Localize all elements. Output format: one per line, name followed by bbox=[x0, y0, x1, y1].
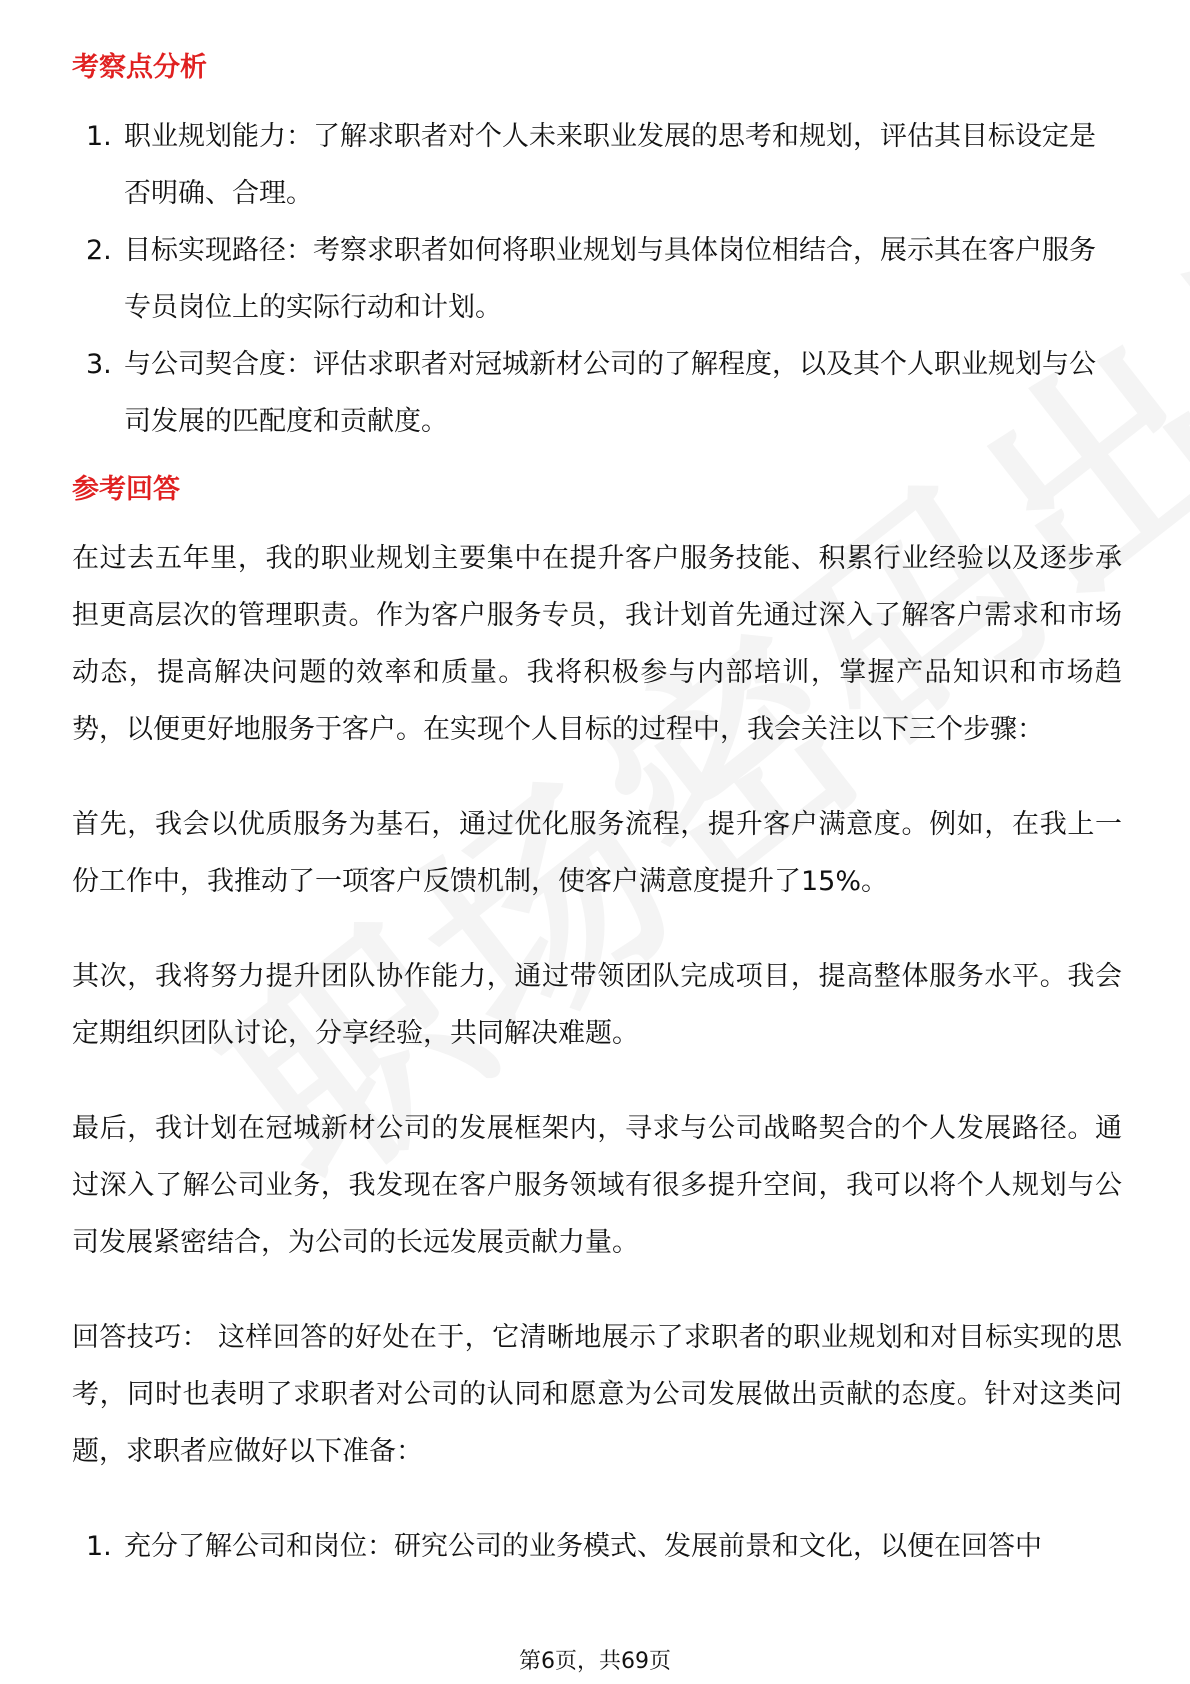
answer-paragraph: 首先，我会以优质服务为基石，通过优化服务流程，提升客户满意度。例如，在我上一份工作中，我推动了一项客户反馈机制，使客户满意度提升了15%。 bbox=[72, 809, 1122, 897]
list-item-number: 2. bbox=[86, 235, 112, 266]
section-heading-analysis: 考察点分析 bbox=[72, 52, 207, 83]
page-number: 第6页，共69页 bbox=[519, 1649, 671, 1674]
list-item bbox=[72, 1518, 1122, 1575]
list-item bbox=[72, 336, 1122, 450]
preparation-list bbox=[72, 1518, 1122, 1575]
list-item-text: 与公司契合度：评估求职者对冠城新材公司的了解程度，以及其个人职业规划与公司发展的匹配度和贡献度。 bbox=[124, 349, 1096, 437]
analysis-list bbox=[72, 108, 1122, 450]
answer-paragraph: 其次，我将努力提升团队协作能力，通过带领团队完成项目，提高整体服务水平。我会定期组织团队讨论，分享经验，共同解决难题。 bbox=[72, 961, 1122, 1049]
section-heading-reference-answer: 参考回答 bbox=[72, 474, 180, 505]
answer-paragraph: 在过去五年里，我的职业规划主要集中在提升客户服务技能、积累行业经验以及逐步承担更高层次的管理职责。作为客户服务专员，我计划首先通过深入了解客户需求和市场动态，提高解决问题的效率和质量。我将积极参与内部培训，掌握产品知识和市场趋势，以便更好地服务于客户。在实现个人目标的过程中，我会关注以下三个步骤： bbox=[72, 543, 1122, 745]
list-item-text: 职业规划能力：了解求职者对个人未来职业发展的思考和规划，评估其目标设定是否明确、合理。 bbox=[124, 121, 1096, 209]
list-item-text: 充分了解公司和岗位：研究公司的业务模式、发展前景和文化，以便在回答中 bbox=[124, 1531, 1042, 1562]
list-item bbox=[72, 222, 1122, 336]
answer-paragraph: 最后，我计划在冠城新材公司的发展框架内，寻求与公司战略契合的个人发展路径。通过深入了解公司业务，我发现在客户服务领域有很多提升空间，我可以将个人规划与公司发展紧密结合，为公司的长远发展贡献力量。 bbox=[72, 1113, 1122, 1258]
list-item-number: 3. bbox=[86, 349, 112, 380]
list-item-number: 1. bbox=[86, 1531, 112, 1562]
list-item-number: 1. bbox=[86, 121, 112, 152]
tips-paragraph: 回答技巧： 这样回答的好处在于，它清晰地展示了求职者的职业规划和对目标实现的思考，同时也表明了求职者对公司的认同和愿意为公司发展做出贡献的态度。针对这类问题，求职者应做好以下准备： bbox=[72, 1322, 1122, 1467]
list-item-text: 目标实现路径：考察求职者如何将职业规划与具体岗位相结合，展示其在客户服务专员岗位上的实际行动和计划。 bbox=[124, 235, 1096, 323]
list-item bbox=[72, 108, 1122, 222]
page-content bbox=[72, 48, 1122, 1575]
